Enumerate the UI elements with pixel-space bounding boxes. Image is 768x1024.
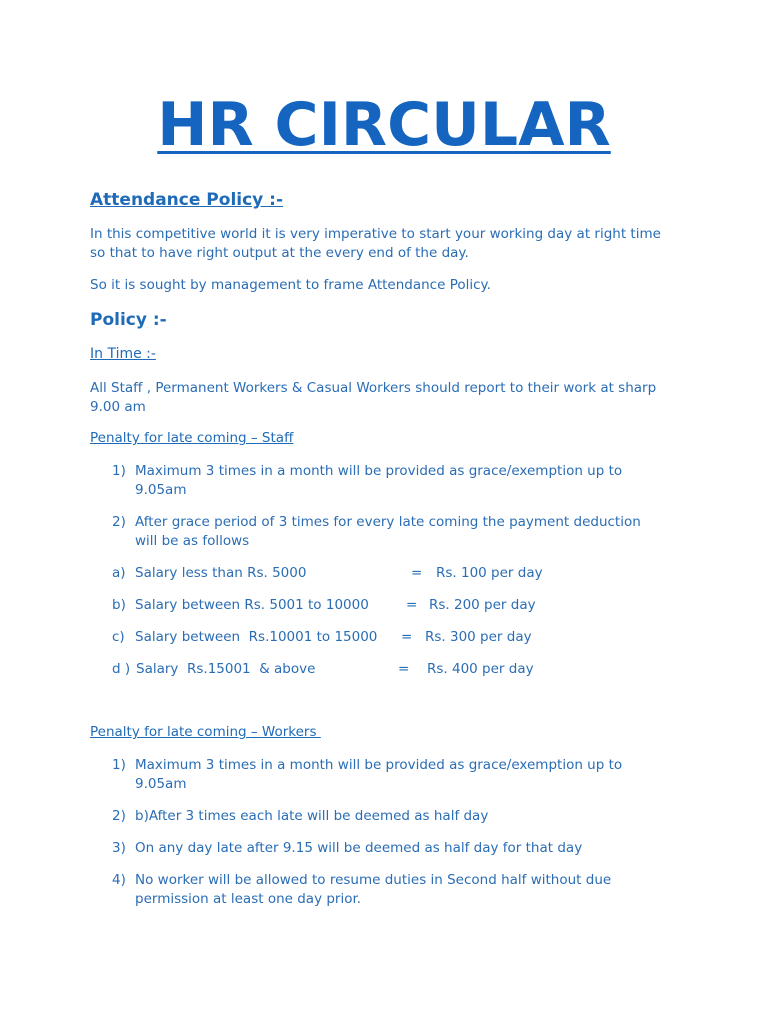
salary-row-equals: = (398, 661, 410, 677)
salary-row-marker: c) (112, 629, 125, 645)
salary-row-marker: d ) (112, 661, 131, 677)
workers-penalty-heading: Penalty for late coming – Workers (90, 724, 321, 740)
list-item-line: Maximum 3 times in a month will be provided as grace/exemption up to (135, 463, 623, 479)
list-marker: 2) (112, 514, 126, 530)
list-item-line: 9.05am (135, 776, 187, 792)
intro-line-1: In this competitive world it is very imperative to start your working day at right time (90, 226, 661, 242)
list-marker: 4) (112, 872, 126, 888)
list-item-line: No worker will be allowed to resume duties in Second half without due (135, 872, 612, 888)
salary-row-equals: = (411, 565, 423, 581)
salary-row-label: Salary between Rs.10001 to 15000 (135, 629, 378, 645)
list-marker: 1) (112, 463, 126, 479)
in-time-heading: In Time :- (90, 346, 156, 362)
salary-row-label: Salary Rs.15001 & above (136, 661, 316, 677)
salary-row-amount: Rs. 200 per day (429, 597, 536, 613)
in-time-line-1: All Staff , Permanent Workers & Casual Workers should report to their work at sharp (90, 380, 657, 396)
salary-row-amount: Rs. 100 per day (436, 565, 543, 581)
list-item-line: 9.05am (135, 482, 187, 498)
policy-heading: Policy :- (90, 310, 167, 330)
salary-row-equals: = (406, 597, 418, 613)
salary-row-label: Salary between Rs. 5001 to 10000 (135, 597, 369, 613)
list-item-line: After grace period of 3 times for every late coming the payment deduction (135, 514, 641, 530)
list-item-line: will be as follows (135, 533, 250, 549)
list-item-line: On any day late after 9.15 will be deemed as half day for that day (135, 840, 583, 856)
salary-row-amount: Rs. 400 per day (427, 661, 534, 677)
attendance-policy-heading: Attendance Policy :- (90, 190, 284, 210)
staff-penalty-heading: Penalty for late coming – Staff (90, 430, 294, 446)
list-marker: 1) (112, 757, 126, 773)
salary-row-amount: Rs. 300 per day (425, 629, 532, 645)
salary-row-equals: = (401, 629, 413, 645)
list-item-line: b)After 3 times each late will be deemed as half day (135, 808, 489, 824)
page-title: HR CIRCULAR (157, 90, 611, 160)
list-marker: 2) (112, 808, 126, 824)
salary-row-marker: a) (112, 565, 126, 581)
in-time-line-2: 9.00 am (90, 399, 146, 415)
salary-row-marker: b) (112, 597, 126, 613)
list-item-line: permission at least one day prior. (135, 891, 362, 907)
intro-line-2: so that to have right output at the every end of the day. (90, 245, 469, 261)
intro-paragraph-2: So it is sought by management to frame Attendance Policy. (90, 277, 491, 293)
salary-row-label: Salary less than Rs. 5000 (135, 565, 307, 581)
list-item-line: Maximum 3 times in a month will be provided as grace/exemption up to (135, 757, 623, 773)
intro-paragraph (90, 225, 730, 263)
list-marker: 3) (112, 840, 126, 856)
in-time-paragraph (90, 379, 730, 417)
